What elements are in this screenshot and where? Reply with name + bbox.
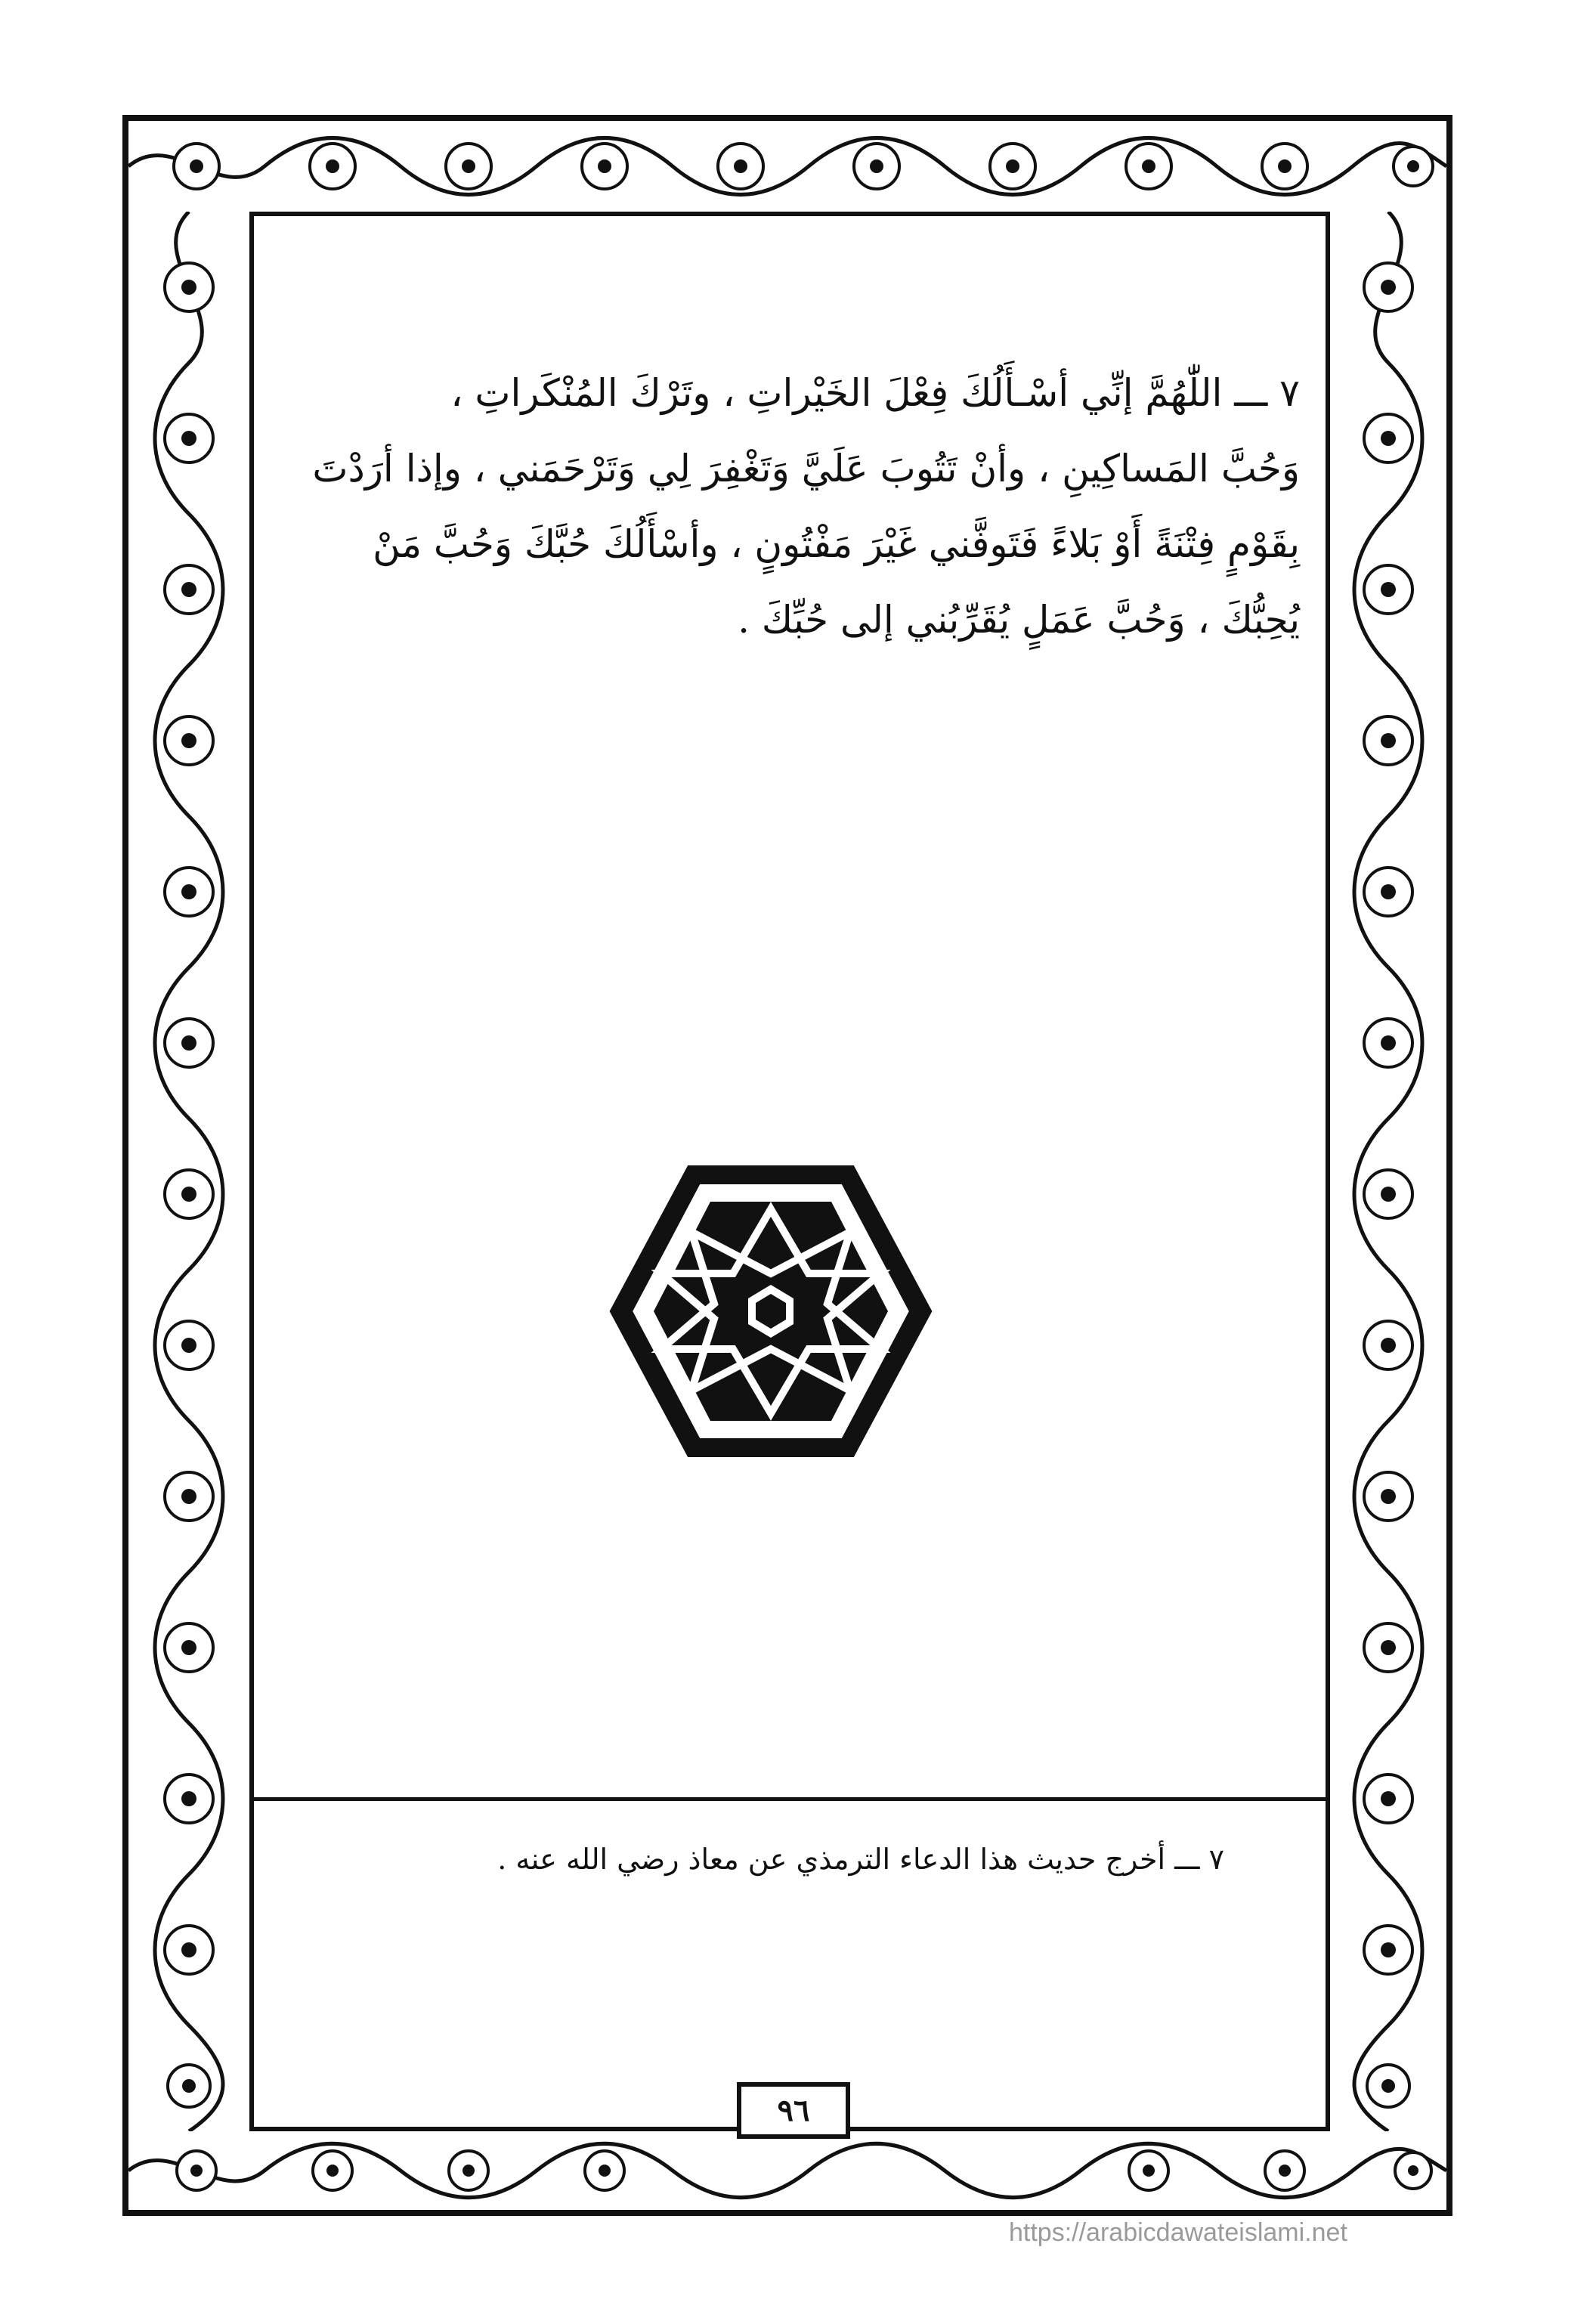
floral-border-icon	[1330, 212, 1446, 2131]
dua-line: يُحِبُّكَ ، وَحُبَّ عَمَلٍ يُقَرِّبُني إلى حُبِّكَ .	[738, 598, 1300, 642]
floral-border-icon	[128, 2131, 1446, 2210]
dua-text	[280, 355, 1300, 658]
page-number	[737, 2082, 850, 2139]
footnote: ٧ ـــ أخرج حديث هذا الدعاء الترمذي عن معاذ رضي الله عنه .	[497, 1843, 1224, 1876]
dua-line: بِقَوْمٍ فِتْنَةً أَوْ بَلاءً فَتَوفَّني غَيْرَ مَفْتُونٍ ، وأسْأَلُكَ حُبَّكَ وَحُبَّ مَنْ	[373, 522, 1300, 566]
geometric-star-ornament-icon	[608, 1164, 933, 1459]
floral-border-icon	[128, 121, 1446, 212]
dua-line: ٧ ـــ اللّٰهُمَّ إنِّي أسْـأَلُكَ فِعْلَ الخَيْراتِ ، وتَرْكَ المُنْكَراتِ ،	[450, 371, 1300, 415]
watermark-url: https://arabicdawateislami.net	[1009, 2218, 1347, 2247]
dua-line: وَحُبَّ المَساكِينِ ، وأنْ تَتُوبَ عَلَيَّ وَتَغْفِرَ لِي وَتَرْحَمَني ، وإذا أرَدْتَ	[312, 447, 1300, 490]
floral-border-icon	[128, 212, 249, 2131]
footnote-divider	[249, 1797, 1330, 1801]
page-number-text: ٩٦	[777, 2093, 810, 2128]
